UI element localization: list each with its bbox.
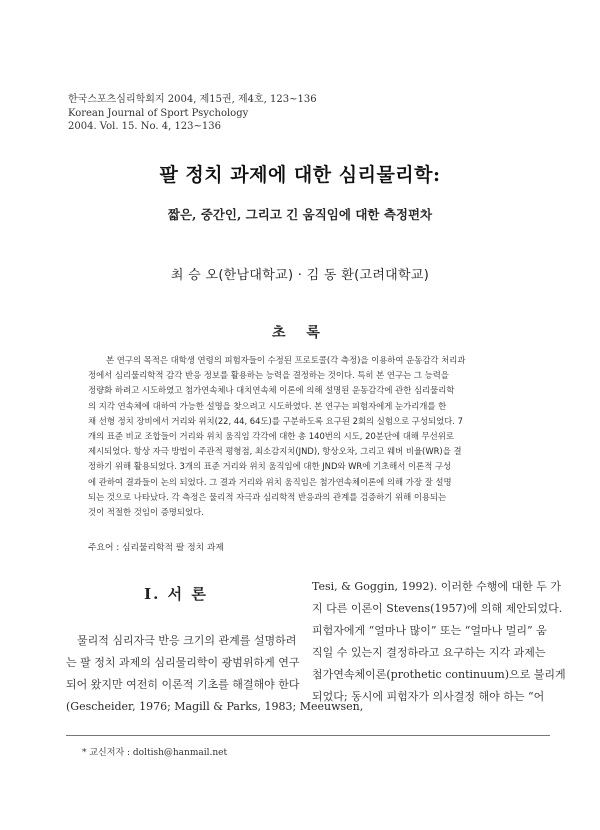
section-title: Ⅰ. 서 론 <box>144 585 208 603</box>
body-line: 물리적 심리자극 반응 크기의 관계를 설명하려 <box>77 634 297 647</box>
abstract-heading: 초 록 <box>272 325 328 341</box>
abstract-line: 되는 것으로 나타났다. 각 측정은 물리적 자극과 심리학적 반응과의 관계를 검증하기 위해 이용되는 <box>88 491 447 502</box>
body-line: Tesi, & Goggin, 1992). 이러한 수행에 대한 두 가 <box>312 580 562 593</box>
abstract-line: 정량화 하려고 시도하였고 첨가연속체나 대치연속체 이론에 의해 설명된 운동감각에 관한 심리물리학 <box>88 385 455 396</box>
abstract-line: 채 선형 정치 장비에서 거리와 위치(22, 44, 64도)를 구분하도록 요구된 2회의 실험으로 구성되었다. 7 <box>88 415 463 426</box>
paper-title: 팔 정치 과제에 대한 심리물리학: <box>159 164 441 186</box>
journal-korean: 한국스포츠심리학회지 2004, 제15권, 제4호, 123~136 <box>68 94 317 105</box>
body-line: 되어 왔지만 여전히 이론적 기초를 해결해야 한다 <box>66 678 300 691</box>
journal-english: Korean Journal of Sport Psychology <box>68 107 249 119</box>
abstract-line: 에 관하여 결과들이 논의 되었다. 그 결과 거리와 위치 움직임은 첨가연속체이론에 의해 가장 잘 설명 <box>88 476 452 487</box>
abstract-line: 정에서 심리물리학적 감각 반응 정보를 활용하는 능력을 결정하는 것이다. 특히 본 연구는 그 능력을 <box>88 370 449 381</box>
body-line: 직일 수 있는지 결정하라고 요구하는 지각 과제는 <box>312 646 546 659</box>
abstract-line: 의 지각 연속체에 대하여 가능한 설명을 찾으려고 시도하였다. 본 연구는 피험자에게 눈가리개를 한 <box>88 400 447 411</box>
abstract-line: 개의 표준 비교 조합들이 거리와 위치 움직임 각각에 대한 총 140번의 시도, 20분단에 대해 무선위로 <box>88 431 454 442</box>
journal-volume: 2004. Vol. 15. No. 4, 123~136 <box>68 121 221 132</box>
body-line: 는 팔 정치 과제의 심리물리학이 광범위하게 연구 <box>66 656 300 669</box>
abstract-line: 정하기 위해 활용되었다. 3개의 표준 거리와 위치 움직임에 대한 JND와 WR에 기초해서 이론적 구성 <box>88 461 452 472</box>
abstract-line: 본 연구의 목적은 대학생 연령의 피험자들이 수정된 프로토콜(각 측정)을 이용하여 운동감각 처리과 <box>106 355 466 365</box>
body-line: 되었다; 동시에 피험자가 의사결정 해야 하는 “어 <box>312 690 545 703</box>
body-line: 첨가연속체이론(prothetic continuum)으로 불리게 <box>312 668 566 681</box>
body-right-column <box>312 576 566 708</box>
paper-subtitle: 짧은, 중간인, 그리고 긴 움직임에 대한 측정편차 <box>167 207 433 222</box>
corresponding-author-footnote: * 교신저자 : doltish@hanmail.net <box>82 748 228 758</box>
journal-info <box>68 93 317 134</box>
body-line: (Gescheider, 1976; Magill & Parks, 1983; Meeuwsen, <box>66 700 364 713</box>
authors: 최 승 오(한남대학교) · 김 동 환(고려대학교) <box>170 268 430 283</box>
body-left-column <box>66 630 364 718</box>
body-line: 지 다른 이론이 Stevens(1957)에 의해 제안되었다. <box>312 602 563 615</box>
body-line: 피험자에게 “얼마나 많이” 또는 “얼마나 멀리” 움 <box>312 624 547 637</box>
abstract-body <box>88 353 514 520</box>
abstract-line: 제시되었다. 항상 자극 방법이 주관적 평형점, 최소감지치(JND), 항상오차, 그리고 웨버 비율(WR)을 결 <box>88 446 462 457</box>
keywords: 주요어 : 심리물리학적 팔 정치 과제 <box>88 543 224 553</box>
footnote-divider <box>66 735 550 736</box>
abstract-line: 것이 적절한 것임이 증명되었다. <box>88 507 204 518</box>
